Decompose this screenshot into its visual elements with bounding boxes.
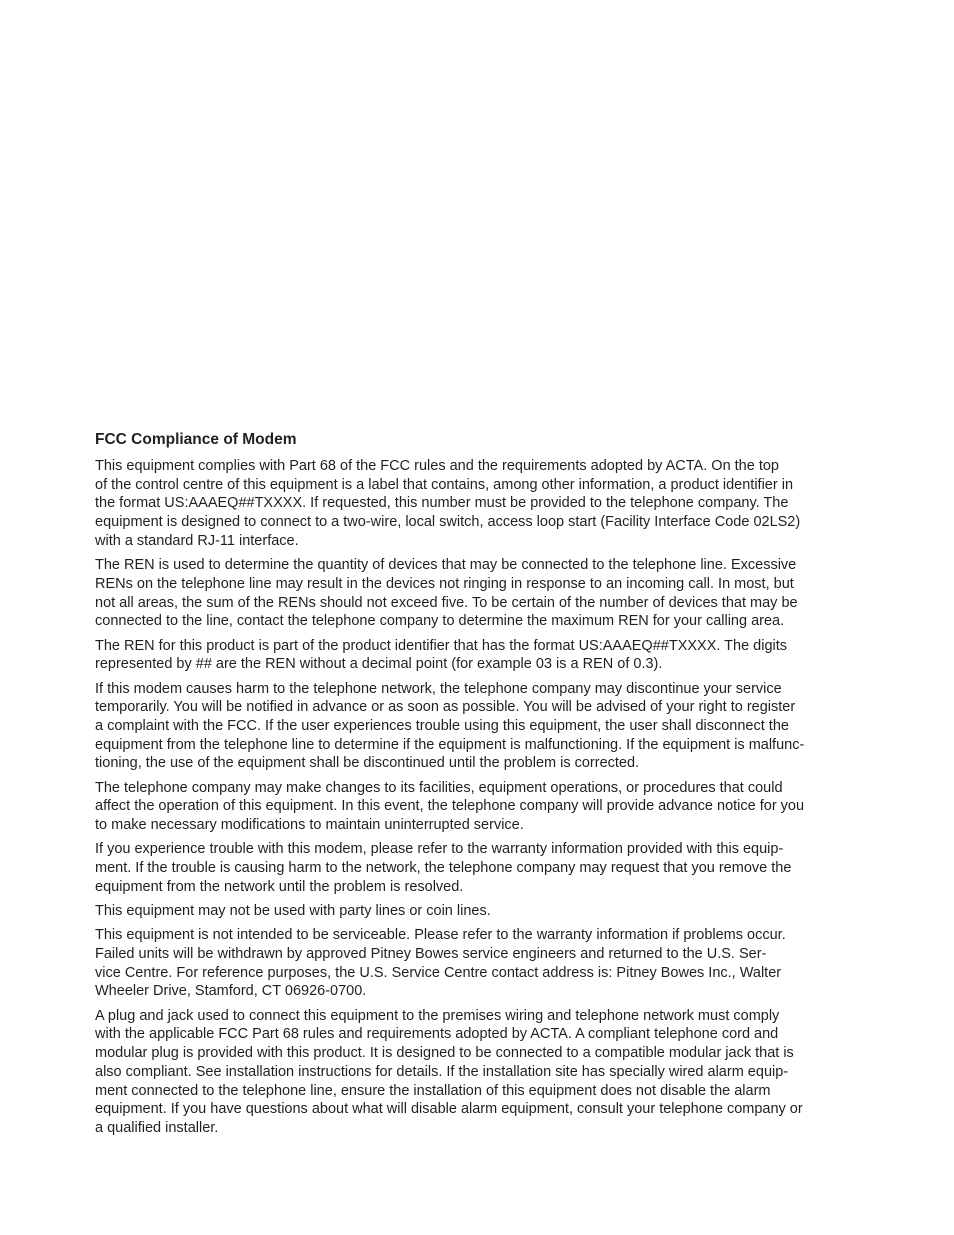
text-line: also compliant. See installation instructions for details. If the installation site has specially wired alarm equip- xyxy=(95,1063,789,1080)
paragraph-plug-and-jack xyxy=(95,1007,861,1138)
text-line: temporarily. You will be notified in advance or as soon as possible. You will be advised of your right to register xyxy=(95,699,796,716)
text-line: equipment from the network until the problem is resolved. xyxy=(95,878,464,895)
text-line: ment. If the trouble is causing harm to the network, the telephone company may request that you remove the xyxy=(95,860,792,877)
paragraph-trouble xyxy=(95,840,861,896)
paragraph-ren-usage xyxy=(95,556,861,631)
text-line: of the control centre of this equipment is a label that contains, among other information, a product identifier in xyxy=(95,476,794,493)
text-line: modular plug is provided with this product. It is designed to be connected to a compatible modular jack that is xyxy=(95,1045,794,1062)
text-line: The REN is used to determine the quantity of devices that may be connected to the telephone line. Excessive xyxy=(95,557,797,574)
text-line: RENs on the telephone line may result in the devices not ringing in response to an incoming call. In most, but xyxy=(95,575,794,592)
text-line: not all areas, the sum of the RENs should not exceed five. To be certain of the number of devices that may be xyxy=(95,594,798,611)
text-line: Wheeler Drive, Stamford, CT 06926-0700. xyxy=(95,983,367,1000)
paragraph-network-harm xyxy=(95,680,861,774)
paragraph-part-68-compliance xyxy=(95,457,861,551)
text-line: the format US:AAAEQ##TXXXX. If requested, this number must be provided to the telephone company. The xyxy=(95,495,789,512)
text-line: ment connected to the telephone line, ensure the installation of this equipment does not disable the alarm xyxy=(95,1082,771,1099)
text-line: equipment from the telephone line to determine if the equipment is malfunctioning. If the equipment is malfunc- xyxy=(95,736,805,753)
text-line: connected to the line, contact the telephone company to determine the maximum REN for your calling area. xyxy=(95,613,785,630)
paragraph-serviceable xyxy=(95,926,861,1001)
text-line: equipment is designed to connect to a two-wire, local switch, access loop start (Facility Interface Code 02LS2) xyxy=(95,514,801,531)
text-line: A plug and jack used to connect this equipment to the premises wiring and telephone network must comply xyxy=(95,1007,780,1024)
text-line: This equipment is not intended to be serviceable. Please refer to the warranty information if problems occur. xyxy=(95,927,786,944)
text-line: affect the operation of this equipment. In this event, the telephone company will provide advance notice for you xyxy=(95,798,805,815)
text-line: to make necessary modifications to maintain uninterrupted service. xyxy=(95,817,524,834)
text-line: The telephone company may make changes to its facilities, equipment operations, or procedures that could xyxy=(95,779,783,796)
text-line: a qualified installer. xyxy=(95,1119,219,1136)
section-heading: FCC Compliance of Modem xyxy=(95,431,297,448)
text-line: with the applicable FCC Part 68 rules and requirements adopted by ACTA. A compliant telephone cord and xyxy=(95,1026,779,1043)
text-line: If this modem causes harm to the telephone network, the telephone company may discontinue your service xyxy=(95,680,782,697)
text-line: This equipment may not be used with party lines or coin lines. xyxy=(95,903,491,920)
text-line: represented by ## are the REN without a decimal point (for example 03 is a REN of 0.3). xyxy=(95,656,663,673)
text-line: If you experience trouble with this modem, please refer to the warranty information provided with this equip- xyxy=(95,841,784,858)
text-line: Failed units will be withdrawn by approved Pitney Bowes service engineers and returned to the U.S. Ser- xyxy=(95,946,767,963)
paragraph-telco-changes xyxy=(95,779,861,835)
text-line: tioning, the use of the equipment shall be discontinued until the problem is corrected. xyxy=(95,755,640,772)
text-line: The REN for this product is part of the product identifier that has the format US:AAAEQ##TXXXX. The digits xyxy=(95,637,788,654)
text-line: vice Centre. For reference purposes, the U.S. Service Centre contact address is: Pitney Bowes Inc., Walter xyxy=(95,964,782,981)
document-page xyxy=(95,430,861,1143)
text-line: with a standard RJ-11 interface. xyxy=(95,532,299,549)
text-line: a complaint with the FCC. If the user experiences trouble using this equipment, the user shall disconnect the xyxy=(95,717,789,734)
text-line: equipment. If you have questions about what will disable alarm equipment, consult your telephone company or xyxy=(95,1101,803,1118)
text-line: This equipment complies with Part 68 of the FCC rules and the requirements adopted by ACTA. On the top xyxy=(95,458,779,474)
paragraph-ren-identifier xyxy=(95,637,861,674)
paragraph-party-lines xyxy=(95,902,861,921)
